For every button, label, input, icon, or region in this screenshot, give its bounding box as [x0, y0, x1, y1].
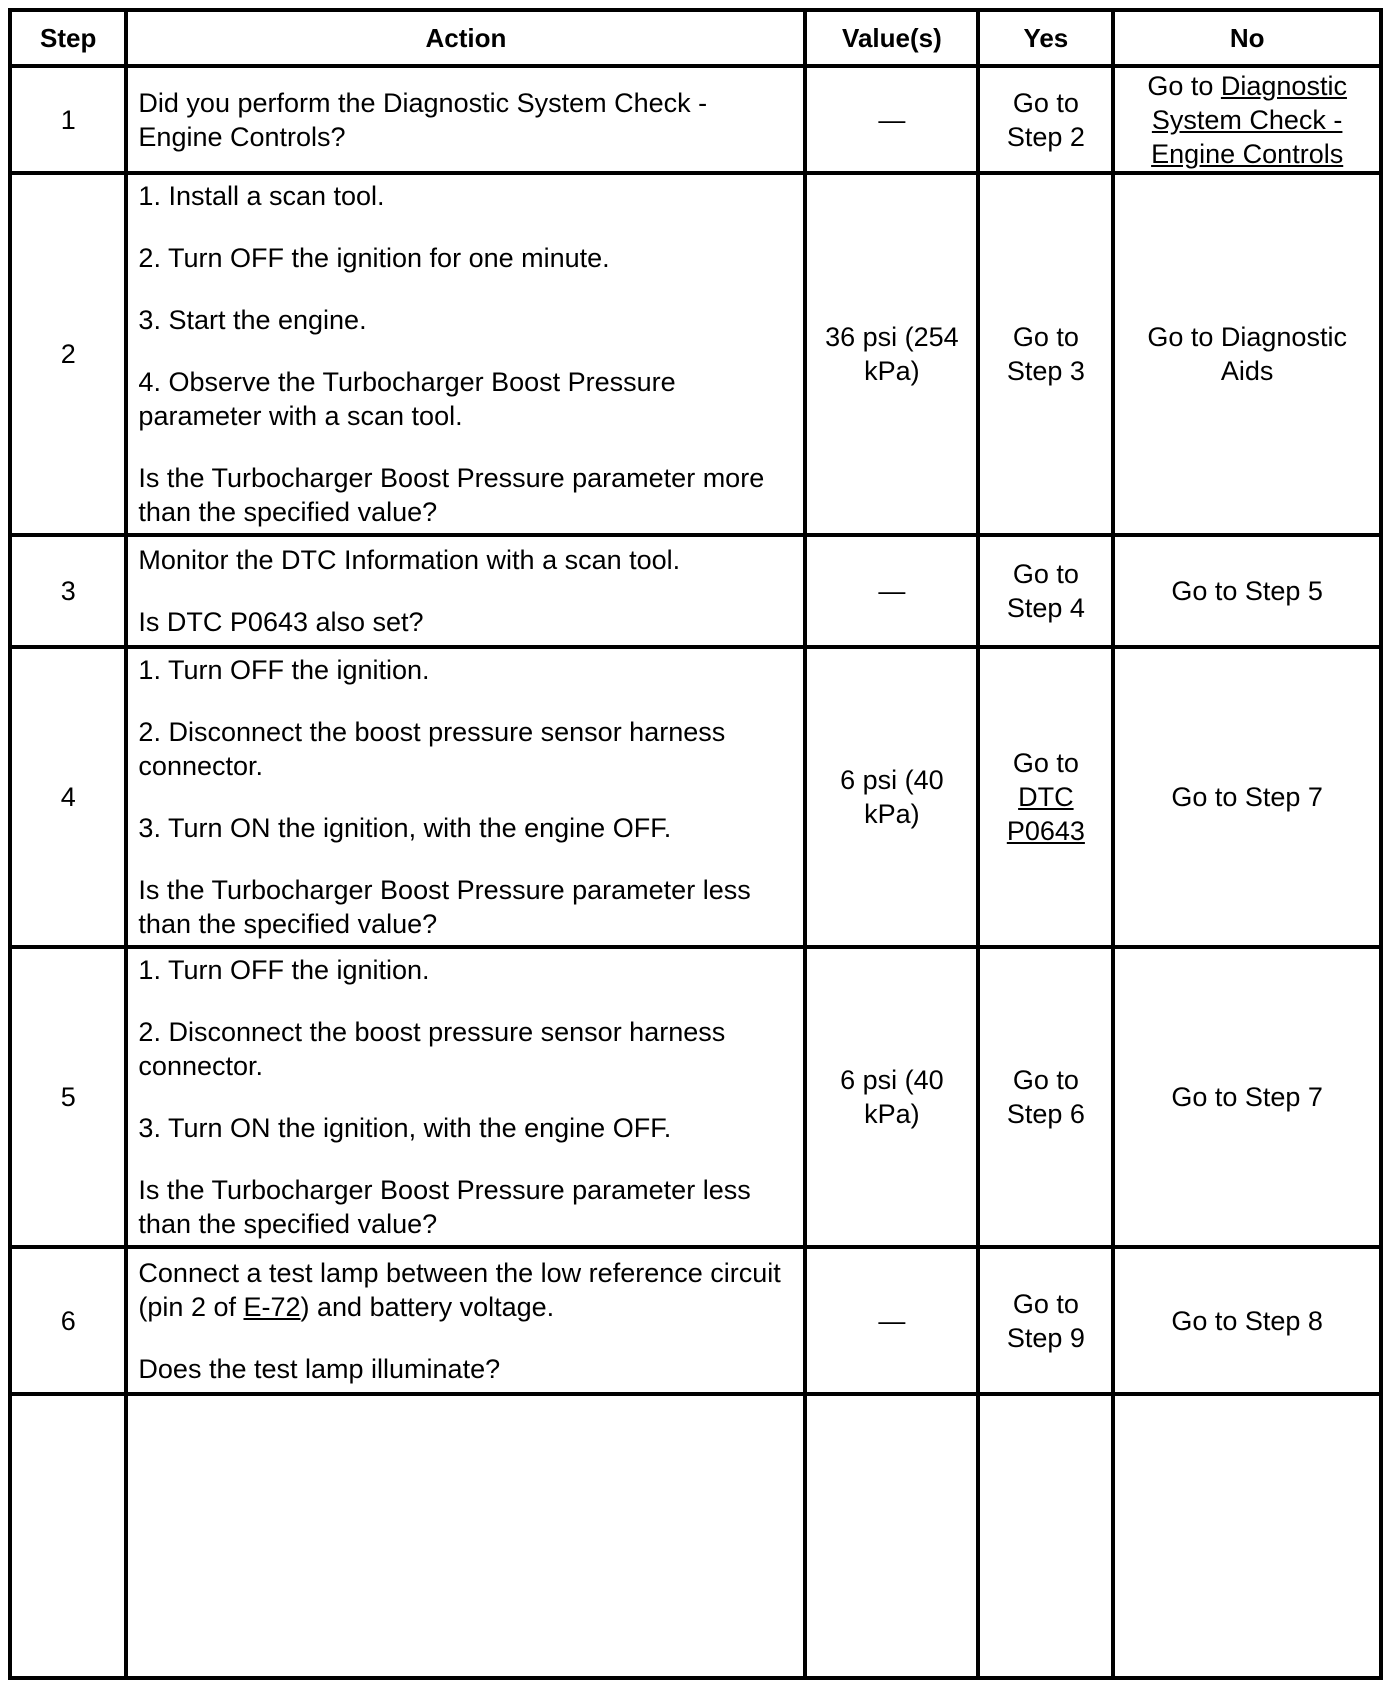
no-prefix: Go to — [1147, 70, 1221, 101]
action-question: Is the Turbocharger Boost Pressure parameter less than the specified value? — [138, 1175, 751, 1239]
value-cell: — — [805, 535, 978, 647]
action-text: 1. Turn OFF the ignition. — [138, 955, 430, 985]
no-cell — [1113, 66, 1381, 173]
no-cell: Go to Diagnostic Aids — [1113, 173, 1381, 535]
yes-cell: Go to Step 3 — [978, 173, 1113, 535]
table-row-step-3 — [10, 535, 1381, 647]
action-text: 2. Disconnect the boost pressure sensor harness connector. — [138, 1017, 726, 1081]
header-row — [10, 10, 1381, 66]
e72-connector-link[interactable]: E-72 — [243, 1291, 301, 1322]
header-action: Action — [126, 10, 805, 66]
dtc-p0643-link[interactable]: DTC P0643 — [1006, 782, 1085, 846]
table-row-step-4 — [10, 647, 1381, 947]
action-text-pre: Connect a test lamp between the low reference circuit (pin 2 of — [138, 1257, 781, 1322]
yes-cell: Go to Step 6 — [978, 947, 1113, 1247]
action-question: Is the Turbocharger Boost Pressure parameter more than the specified value? — [138, 463, 765, 527]
action-cell — [126, 535, 805, 647]
header-step: Step — [10, 10, 126, 66]
step-number: 2 — [10, 173, 126, 535]
action-question: Is DTC P0643 also set? — [138, 607, 424, 637]
action-text: 2. Turn OFF the ignition for one minute. — [138, 243, 610, 273]
value-cell: — — [805, 1247, 978, 1394]
action-text: 1. Turn OFF the ignition. — [138, 655, 430, 685]
empty-cell — [1113, 1394, 1381, 1678]
action-text: 4. Observe the Turbocharger Boost Pressure parameter with a scan tool. — [138, 367, 676, 431]
table-row-step-5 — [10, 947, 1381, 1247]
yes-cell: Go to Step 2 — [978, 66, 1113, 173]
empty-cell — [978, 1394, 1113, 1678]
action-text: 3. Start the engine. — [138, 305, 367, 335]
step-number: 3 — [10, 535, 126, 647]
action-text: 3. Turn ON the ignition, with the engine OFF. — [138, 813, 672, 843]
empty-cell — [805, 1394, 978, 1678]
action-text — [138, 1256, 793, 1324]
step-number: 5 — [10, 947, 126, 1247]
action-cell — [126, 647, 805, 947]
header-no: No — [1113, 10, 1381, 66]
no-cell: Go to Step 8 — [1113, 1247, 1381, 1394]
action-cell — [126, 66, 805, 173]
yes-cell: Go to Step 4 — [978, 535, 1113, 647]
action-text: Did you perform the Diagnostic System Check - Engine Controls? — [138, 87, 708, 152]
diagnostic-system-check-link[interactable]: Diagnostic System Check - Engine Controls — [1151, 70, 1347, 169]
yes-prefix: Go to — [1012, 748, 1079, 778]
step-number: 1 — [10, 66, 126, 173]
action-cell — [126, 1247, 805, 1394]
action-question: Is the Turbocharger Boost Pressure parameter less than the specified value? — [138, 875, 751, 939]
action-question: Does the test lamp illuminate? — [138, 1353, 501, 1384]
empty-cell — [126, 1394, 805, 1678]
value-cell: — — [805, 66, 978, 173]
empty-cell — [10, 1394, 126, 1678]
no-cell: Go to Step 7 — [1113, 947, 1381, 1247]
action-text-post: ) and battery voltage. — [300, 1291, 555, 1322]
table-row-step-1 — [10, 66, 1381, 173]
action-cell — [126, 173, 805, 535]
action-cell — [126, 947, 805, 1247]
header-values: Value(s) — [805, 10, 978, 66]
value-cell: 6 psi (40 kPa) — [805, 647, 978, 947]
action-text: 1. Install a scan tool. — [138, 181, 385, 211]
table-row-step-2 — [10, 173, 1381, 535]
no-cell: Go to Step 7 — [1113, 647, 1381, 947]
table-row-empty — [10, 1394, 1381, 1678]
action-text: 2. Disconnect the boost pressure sensor harness connector. — [138, 717, 726, 781]
step-number: 4 — [10, 647, 126, 947]
action-text: 3. Turn ON the ignition, with the engine OFF. — [138, 1113, 672, 1143]
yes-cell — [978, 647, 1113, 947]
value-cell: 36 psi (254 kPa) — [805, 173, 978, 535]
step-number: 6 — [10, 1247, 126, 1394]
action-text: Monitor the DTC Information with a scan tool. — [138, 545, 681, 575]
no-cell: Go to Step 5 — [1113, 535, 1381, 647]
header-yes: Yes — [978, 10, 1113, 66]
value-cell: 6 psi (40 kPa) — [805, 947, 978, 1247]
diagnostic-table — [8, 8, 1383, 1680]
yes-cell: Go to Step 9 — [978, 1247, 1113, 1394]
table-row-step-6 — [10, 1247, 1381, 1394]
